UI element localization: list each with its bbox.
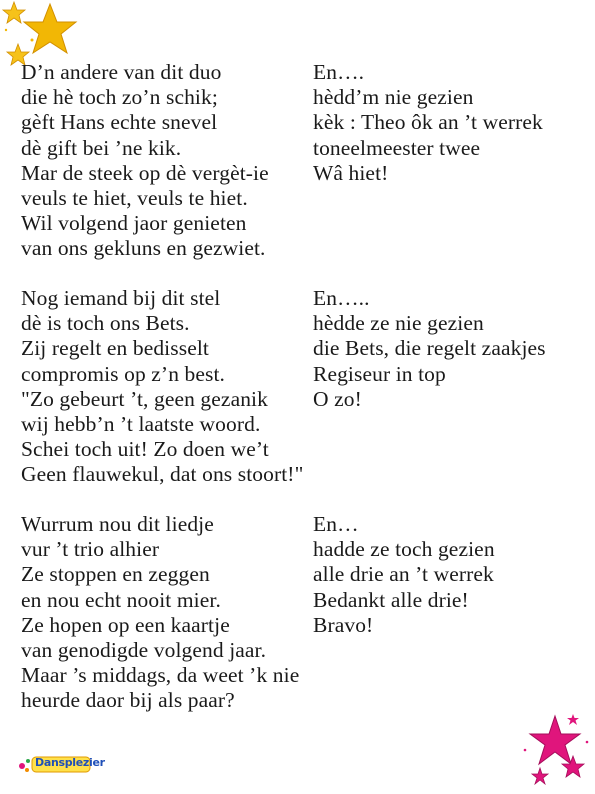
lyric-line: Maar ’s middags, da weet ’k nie [21,663,300,688]
lyric-line: gèft Hans echte snevel [21,110,218,135]
lyric-line: heurde daor bij als paar? [21,688,235,713]
lyric-line: En… [313,512,359,536]
lyric-line: dè is toch ons Bets. [21,311,190,336]
pink-stars-decoration [515,710,595,794]
lyric-line: hèdd’m nie gezien [313,85,474,110]
lyric-line: die Bets, die regelt zaakjes [313,336,546,361]
lyric-line: O zo! [313,386,362,411]
lyric-line: Bedankt alle drie! [313,587,469,612]
lyric-line: En….. [313,286,370,310]
lyric-line: Zij regelt en bedisselt [21,336,209,361]
site-logo [16,754,105,776]
star-icon [567,714,579,725]
star-icon [24,4,76,53]
lyric-line: Schei toch uit! Zo doen we’t [21,437,269,462]
lyric-line: dè gift bei ’ne kik. [21,135,182,160]
lyric-line: En…. [313,60,365,84]
lyric-line: Ze hopen op een kaartje [21,612,230,637]
lyric-line: Nog iemand bij dit stel [21,286,221,310]
lyric-line: veuls te hiet, veuls te hiet. [21,185,248,210]
star-icon [532,768,548,784]
lyric-line: en nou echt nooit mier. [21,587,221,612]
lyric-line: van genodigde volgend jaar. [21,637,267,662]
stanza-3-left-column [21,512,321,714]
lyric-line: die hè toch zo’n schik; [21,85,218,110]
lyric-line: hèdde ze nie gezien [313,311,484,336]
lyric-line: Wâ hiet! [313,160,389,185]
lyric-line: alle drie an ’t werrek [313,562,494,587]
stanza-1-left-column [21,60,321,262]
stanza-2-left-column [21,286,321,488]
lyric-line: Bravo! [313,612,374,637]
lyric-line: vur ’t trio alhier [21,537,160,562]
lyric-line: Regiseur in top [313,361,446,386]
lyric-line: Mar de steek op dè vergèt-ie [21,160,269,185]
star-icon [3,2,25,23]
lyric-line: wij hebb’n ’t laatste woord. [21,411,261,436]
lyric-line: Wil volgend jaor genieten [21,211,247,236]
stanza-2-right-column [313,286,583,412]
lyric-line: hadde ze toch gezien [313,537,495,562]
lyric-line: toneelmeester twee [313,135,481,160]
lyric-line: kèk : Theo ôk an ’t werrek [313,110,543,135]
lyric-line: D’n andere van dit duo [21,60,222,84]
lyric-line: "Zo gebeurt ’t, geen gezanik [21,386,268,411]
lyric-line: compromis op z’n best. [21,361,226,386]
lyric-line: Ze stoppen en zeggen [21,562,210,587]
stanza-3-right-column [313,512,583,638]
logo-text: Dansplezier [35,756,105,769]
lyric-line: Wurrum nou dit liedje [21,512,214,536]
lyric-line: van ons gekluns en gezwiet. [21,236,266,261]
lyric-line: Geen flauwekul, dat ons stoort!" [21,462,304,487]
stanza-1-right-column [313,60,583,186]
